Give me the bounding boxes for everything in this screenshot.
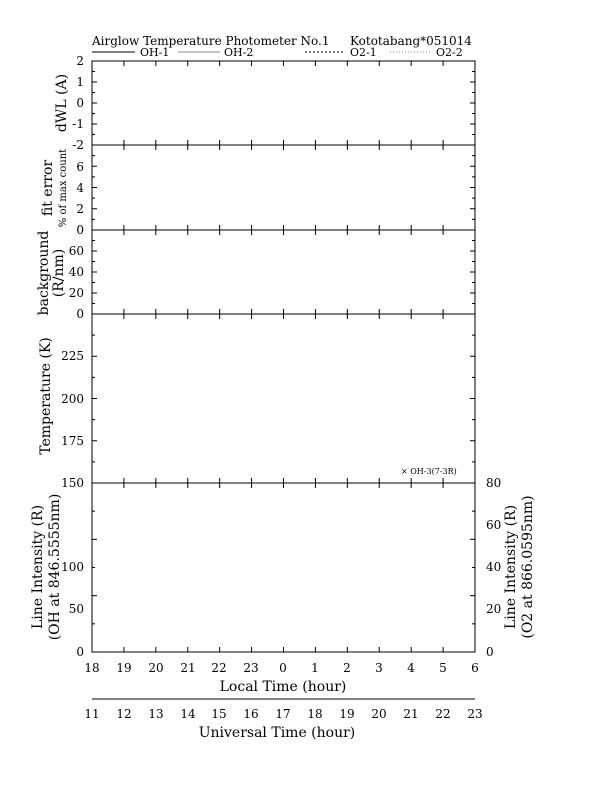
- dwl-tick-label: 0: [76, 96, 84, 110]
- universal-tick-label: 14: [180, 707, 196, 721]
- panel-intensity: [30, 476, 536, 659]
- local-tick-label: 4: [407, 661, 415, 675]
- panel-dwl-frame: [92, 61, 475, 145]
- local-tick-label: 2: [343, 661, 351, 675]
- background-tick-label: 40: [68, 265, 84, 279]
- panel-dwl: [54, 54, 84, 152]
- legend-label-o21: O2-1: [350, 46, 377, 59]
- dwl-tick-label: 2: [76, 54, 84, 68]
- local-tick-label: 19: [116, 661, 132, 675]
- local-time-axis: [84, 661, 478, 695]
- panel-temperature: [38, 337, 457, 476]
- intensity-right-axis-subtitle: (O2 at 866.0595nm): [520, 495, 536, 639]
- universal-tick-label: 13: [148, 707, 164, 721]
- panel-temperature-frame: [92, 314, 475, 483]
- universal-tick-label: 22: [435, 707, 451, 721]
- temperature-tick-label: 225: [61, 349, 84, 363]
- intensity-right-tick-label: 60: [486, 518, 502, 532]
- universal-tick-label: 19: [339, 707, 355, 721]
- temperature-axis-title: Temperature (K): [38, 337, 54, 455]
- universal-tick-label: 16: [243, 707, 259, 721]
- local-tick-label: 1: [311, 661, 319, 675]
- local-tick-label: 23: [243, 661, 259, 675]
- local-tick-label: 0: [279, 661, 287, 675]
- intensity-tick-label: 150: [61, 476, 84, 490]
- universal-tick-label: 20: [371, 707, 387, 721]
- intensity-tick-label: 0: [76, 645, 84, 659]
- universal-time-title: Universal Time (hour): [198, 725, 356, 741]
- intensity-tick-label: 50: [68, 602, 84, 616]
- fiterror-tick-label: 6: [76, 160, 84, 174]
- panel-background-frame: [92, 230, 475, 314]
- station-label: Kototabang*051014: [350, 34, 472, 48]
- intensity-right-axis-title: Line Intensity (R): [503, 504, 519, 630]
- local-tick-label: 20: [148, 661, 164, 675]
- temperature-annotation: × OH-3(7-3R): [401, 467, 457, 476]
- panel-fiterror: [40, 149, 84, 237]
- universal-tick-label: 15: [211, 707, 227, 721]
- universal-time-axis: [84, 699, 482, 741]
- universal-tick-label: 23: [467, 707, 483, 721]
- panel-intensity-frame: [92, 483, 475, 652]
- temperature-tick-label: 175: [61, 434, 84, 448]
- fiterror-axis-subtitle: % of max count: [58, 148, 69, 228]
- universal-tick-label: 11: [84, 707, 100, 721]
- fiterror-tick-label: 4: [76, 181, 84, 195]
- local-tick-label: 6: [471, 661, 479, 675]
- intensity-axis-title: Line Intensity (R): [30, 504, 46, 630]
- panel-fiterror-frame: [92, 145, 475, 230]
- panel-background: [36, 231, 84, 321]
- legend-label-oh2: OH-2: [224, 46, 254, 59]
- intensity-right-tick-label: 40: [486, 560, 502, 574]
- dwl-tick-label: -1: [72, 117, 84, 131]
- fiterror-tick-label: 0: [76, 223, 84, 237]
- universal-tick-label: 18: [307, 707, 323, 721]
- universal-tick-label: 12: [116, 707, 132, 721]
- intensity-right-tick-label: 20: [486, 602, 502, 616]
- intensity-right-tick-label: 80: [486, 476, 502, 490]
- fiterror-tick-label: 2: [76, 202, 84, 216]
- intensity-tick-label: 100: [61, 560, 84, 574]
- legend-label-o22: O2-2: [436, 46, 463, 59]
- local-tick-label: 3: [375, 661, 383, 675]
- legend-label-oh1: OH-1: [140, 46, 170, 59]
- temperature-tick-label: 200: [61, 392, 84, 406]
- local-tick-label: 5: [439, 661, 447, 675]
- dwl-tick-label: -2: [72, 138, 84, 152]
- local-tick-label: 18: [84, 661, 100, 675]
- background-tick-label: 60: [68, 244, 84, 258]
- background-tick-label: 20: [68, 286, 84, 300]
- universal-tick-label: 21: [403, 707, 419, 721]
- figure-title: Airglow Temperature Photometer No.1: [92, 34, 330, 48]
- universal-tick-label: 17: [275, 707, 291, 721]
- axis-ticks: [92, 61, 475, 652]
- background-axis-title: background: [36, 230, 52, 316]
- local-tick-label: 21: [180, 661, 196, 675]
- background-tick-label: 0: [76, 307, 84, 321]
- local-tick-label: 22: [211, 661, 227, 675]
- dwl-tick-label: 1: [76, 75, 84, 89]
- local-time-title: Local Time (hour): [219, 679, 347, 695]
- intensity-axis-subtitle: (OH at 846.5555nm): [47, 493, 63, 641]
- background-axis-unit: (R/nm): [51, 248, 67, 298]
- dwl-axis-title: dWL (A): [54, 73, 70, 133]
- intensity-right-tick-label: 0: [486, 645, 494, 659]
- fiterror-axis-title: fit error: [40, 159, 56, 217]
